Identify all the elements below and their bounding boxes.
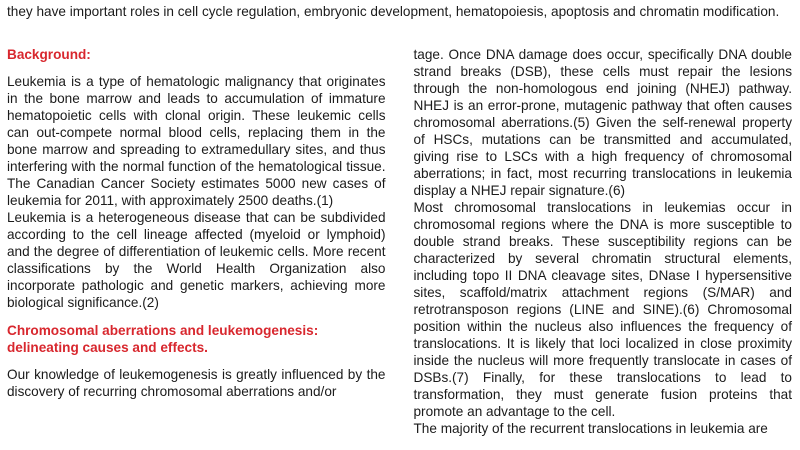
paragraph-dna-damage: tage. Once DNA damage does occur, specifically DNA double strand breaks (DSB), these cells must repair the lesions through the non-homologous end joining (NHEJ) pathway. NHEJ is an error-prone, mutagenic pathway that often causes chromosomal aberrations.(5) Given the self-renewal property of HSCs, mutations can be transmitted and accumulated, giving rise to LSCs with a high frequency of chromosomal aberrations; in fact, most recurring translocations in leukemia display a NHEJ repair signature.(6) bbox=[413, 47, 792, 198]
paragraph-translocations: Most chromosomal translocations in leukemias occur in chromosomal regions where the DNA is more susceptible to double strand breaks. These susceptibility regions can be characterized by several chromatin structural elements, including topo II DNA cleavage sites, DNase I hypersensitive sites, scaffold/matrix attachment regions (S/MAR) and retrotransposon regions (LINE and SINE).(6) Chromosomal position within the nucleus also influences the frequency of translocations. It is likely that loci localized in close proximity inside the nucleus will more frequently translocate in cases of DSBs.(7) Finally, for these translocations to lead to transformation, they must generate fusion proteins that promote an advantage to the cell. bbox=[413, 200, 792, 419]
right-column bbox=[414, 46, 793, 437]
section-heading-chromosomal-aberrations: Chromosomal aberrations and leukemogenesis: delineating causes and effects. bbox=[7, 323, 319, 355]
section-heading-background: Background: bbox=[7, 47, 91, 62]
paragraph-background-2: Leukemia is a heterogeneous disease that can be subdivided according to the cell lineage affected (myeloid or lymphoid) and the degree of differentiation of leukemic cells. More recent classifications by the World Health Organization also incorporate pathologic and genetic markers, achieving more biological significance.(2) bbox=[7, 210, 386, 310]
intro-paragraph-fragment: they have important roles in cell cycle regulation, embryonic development, hematopoiesis, apoptosis and chromatin modification. bbox=[7, 4, 780, 19]
paragraph-chromosomal-1: Our knowledge of leukemogenesis is greatly influenced by the discovery of recurring chromosomal aberrations and/or bbox=[7, 367, 386, 399]
paragraph-background-1: Leukemia is a type of hematologic malignancy that originates in the bone marrow and leads to accumulation of immature hematopoietic cells with clonal origin. These leukemic cells can out-compete normal blood cells, replacing them in the bone marrow and spreading to extramedullary sites, and thus interfering with the normal function of the hematological tissue. The Canadian Cancer Society estimates 5000 new cases of leukemia for 2011, with approximately 2500 deaths.(1) bbox=[7, 74, 386, 208]
left-column bbox=[7, 46, 386, 437]
paragraph-partial-clipped-line: The majority of the recurrent translocations in leukemia are bbox=[413, 421, 768, 436]
two-column-layout bbox=[7, 46, 792, 437]
